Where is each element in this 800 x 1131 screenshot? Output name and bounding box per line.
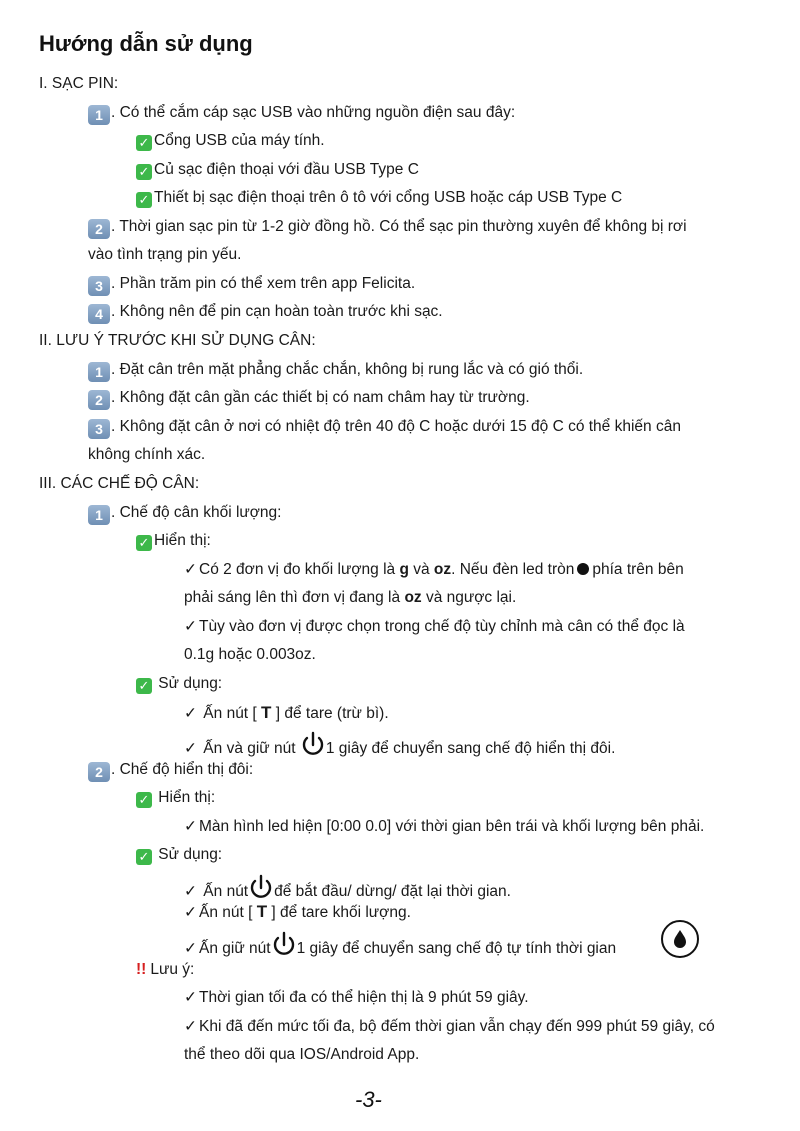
list-item: ✓ Tùy vào đơn vị được chọn trong chế độ tùy chỉnh mà cân có thể đọc là (184, 618, 685, 635)
paragraph-line: vào tình trạng pin yếu. (88, 246, 242, 263)
led-dot-icon (577, 563, 589, 575)
list-item: ✓ Ấn nút [ T ] để tare (trừ bì). (184, 703, 389, 722)
green-check-box-icon: ✓ (136, 192, 152, 208)
section-heading: I. SẠC PIN: (39, 75, 119, 92)
subheading: ✓ Sử dụng: (136, 845, 222, 865)
keycap-1-icon: 1 (88, 362, 110, 382)
check-mark-icon: ✓ (184, 740, 197, 757)
list-item: 2 . Chế độ hiển thị đôi: (88, 760, 253, 782)
keycap-2-icon: 2 (88, 390, 110, 410)
check-mark-icon: ✓ (184, 989, 197, 1006)
keycap-3-icon: 3 (88, 419, 110, 439)
keycap-1-icon: 1 (88, 505, 110, 525)
list-item: ✓ Ấn nút [ T ] để tare khối lượng. (184, 902, 411, 921)
check-mark-icon: ✓ (184, 883, 197, 900)
list-item: ✓ Cổng USB của máy tính. (136, 131, 325, 151)
list-item: ✓ Màn hình led hiện [0:00 0.0] với thời gian bên trái và khối lượng bên phải. (184, 818, 705, 835)
section-heading: III. CÁC CHẾ ĐỘ CÂN: (39, 475, 200, 492)
paragraph-line: phải sáng lên thì đơn vị đang là oz và ngược lại. (184, 589, 517, 606)
keycap-2-icon: 2 (88, 219, 110, 239)
list-item: ✓ Thời gian tối đa có thể hiện thị là 9 phút 59 giây. (184, 989, 529, 1006)
list-item: ✓ Thiết bị sạc điện thoại trên ô tô với cổng USB hoặc cáp USB Type C (136, 188, 622, 208)
list-item: 3 . Phần trăm pin có thể xem trên app Felicita. (88, 274, 415, 296)
keycap-3-icon: 3 (88, 276, 110, 296)
double-exclamation-icon: !! (136, 961, 147, 978)
keycap-2-icon: 2 (88, 762, 110, 782)
list-item: ✓ Khi đã đến mức tối đa, bộ đếm thời gian vẫn chạy đến 999 phút 59 giây, có (184, 1018, 715, 1035)
green-check-box-icon: ✓ (136, 792, 152, 808)
list-item: 1 . Đặt cân trên mặt phẳng chắc chắn, không bị rung lắc và có gió thổi. (88, 360, 583, 382)
paragraph-line: không chính xác. (88, 446, 206, 463)
power-icon (300, 731, 326, 765)
green-check-box-icon: ✓ (136, 535, 152, 551)
list-item: 1 . Có thể cắm cáp sạc USB vào những nguồn điện sau đây: (88, 103, 515, 125)
check-mark-icon: ✓ (184, 1018, 197, 1035)
check-mark-icon: ✓ (184, 561, 197, 578)
paragraph-line: thể theo dõi qua IOS/Android App. (184, 1046, 420, 1063)
check-mark-icon: ✓ (184, 940, 197, 957)
subheading: ✓ Sử dụng: (136, 674, 222, 694)
list-item: 2 . Thời gian sạc pin từ 1-2 giờ đồng hồ. Có thể sạc pin thường xuyên để không bị rơi (88, 217, 687, 239)
check-mark-icon: ✓ (184, 618, 197, 635)
list-item: 1 . Chế độ cân khối lượng: (88, 503, 281, 525)
list-item: 3 . Không đặt cân ở nơi có nhiệt độ trên 40 độ C hoặc dưới 15 độ C có thể khiến cân (88, 417, 681, 439)
list-item: ✓ Ấn giữ nút 1 giây để chuyển sang chế độ tự tính thời gian (184, 931, 616, 965)
list-item: ✓ Ấn và giữ nút 1 giây để chuyển sang chế độ hiển thị đôi. (184, 731, 615, 765)
green-check-box-icon: ✓ (136, 135, 152, 151)
power-icon (271, 931, 297, 965)
list-item: ✓ Củ sạc điện thoại với đầu USB Type C (136, 160, 419, 180)
check-mark-icon: ✓ (184, 904, 197, 921)
green-check-box-icon: ✓ (136, 164, 152, 180)
green-check-box-icon: ✓ (136, 678, 152, 694)
subheading: ✓ Hiển thị: (136, 788, 215, 808)
green-check-box-icon: ✓ (136, 849, 152, 865)
list-item: ✓ Ấn nút để bắt đầu/ dừng/ đặt lại thời gian. (184, 874, 511, 908)
paragraph-line: 0.1g hoặc 0.003oz. (184, 646, 316, 663)
subheading: ✓ Hiển thị: (136, 531, 211, 551)
page-title: Hướng dẫn sử dụng (39, 31, 253, 56)
check-mark-icon: ✓ (184, 818, 197, 835)
section-heading: II. LƯU Ý TRƯỚC KHI SỬ DỤNG CÂN: (39, 332, 316, 349)
list-item: 2 . Không đặt cân gần các thiết bị có nam châm hay từ trường. (88, 388, 530, 410)
list-item: ✓ Có 2 đơn vị đo khối lượng là g và oz. Nếu đèn led tròn phía trên bên (184, 561, 684, 578)
drop-icon (661, 920, 699, 958)
keycap-4-icon: 4 (88, 304, 110, 324)
keycap-1-icon: 1 (88, 105, 110, 125)
check-mark-icon: ✓ (184, 705, 197, 722)
note-heading: !! Lưu ý: (136, 961, 195, 978)
list-item: 4 . Không nên để pin cạn hoàn toàn trước khi sạc. (88, 302, 443, 324)
page-number: -3- (355, 1087, 382, 1112)
